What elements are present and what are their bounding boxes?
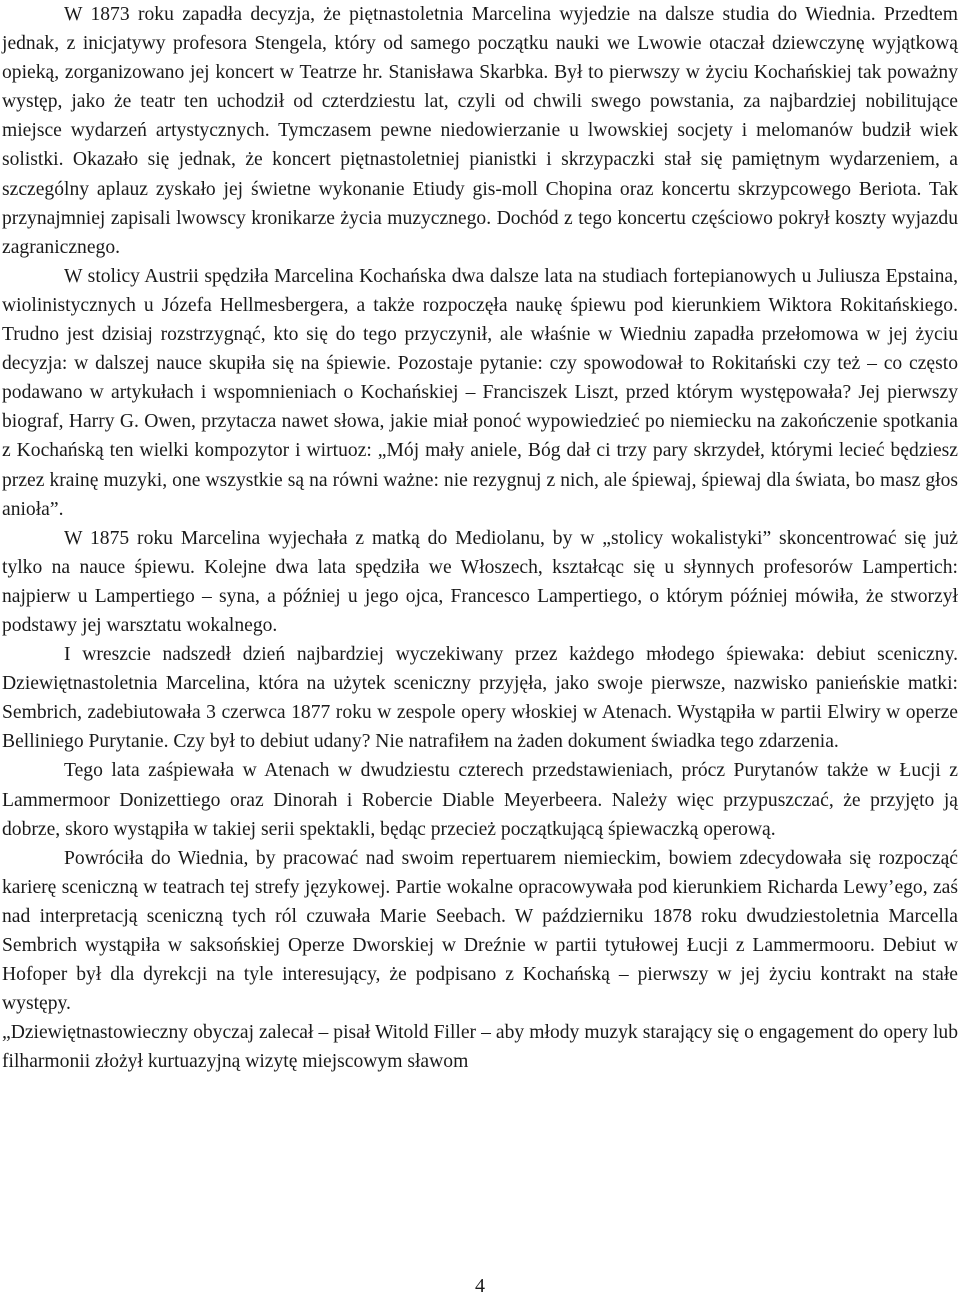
- paragraph-5: Tego lata zaśpiewała w Atenach w dwudziestu czterech przedstawieniach, prócz Purytanów także w Łucji z Lammermoor Donizettiego oraz Dinorah i Robercie Diable Meyerbeera. Należy więc przypuszczać, że przyjęto ją dobrze, skoro wystąpiła w takiej serii spektakli, będąc przecież początkującą śpiewaczką operową.: [2, 760, 958, 840]
- document-page: [2, 0, 958, 1076]
- paragraph-7: „Dziewiętnastowieczny obyczaj zalecał – pisał Witold Filler – aby młody muzyk starający się o engagement do opery lub filharmonii złożył kurtuazyjną wizytę miejscowym sławom: [2, 1022, 958, 1073]
- page-number: 4: [475, 1275, 485, 1297]
- paragraph-2: W stolicy Austrii spędziła Marcelina Kochańska dwa dalsze lata na studiach fortepianowych u Juliusza Epstaina, wiolinistycznych u Józefa Hellmesbergera, a także rozpoczęła naukę śpiewu pod kierunkiem Wiktora Rokitańskiego. Trudno jest dzisiaj rozstrzygnąć, kto się do tego przyczynił, ale właśnie w Wiedniu zapadła przełomowa w jej życiu decyzja: w dalszej nauce skupiła się na śpiewie. Pozostaje pytanie: czy spowodował to Rokitański czy też – co często podawano w artykułach i wspomnieniach o Kochańskiej – Franciszek Liszt, przed którym występowała? Jej pierwszy biograf, Harry G. Owen, przytacza nawet słowa, jakie miał ponoć wypowiedzieć po niemiecku na zakończenie spotkania z Kochańską ten wielki kompozytor i wirtuoz: „Mój mały aniele, Bóg dał ci trzy pary skrzydeł, którymi lecieć będziesz przez krainę muzyki, one wszystkie są na równi ważne: nie rezygnuj z nich, ale śpiewaj, śpiewaj dla świata, bo masz głos anioła”.: [2, 265, 958, 520]
- paragraph-1: W 1873 roku zapadła decyzja, że piętnastoletnia Marcelina wyjedzie na dalsze studia do Wiednia. Przedtem jednak, z inicjatywy profesora Stengela, który od samego początku nauki we Lwowie otaczał dziewczynę wyjątkową opieką, zorganizowano jej koncert w Teatrze hr. Stanisława Skarbka. Był to pierwszy w życiu Kochańskiej tak poważny występ, jako że teatr ten uchodził od czterdziestu lat, czyli od chwili swego powstania, za najbardziej nobilitujące miejsce wydarzeń artystycznych. Tymczasem pewne niedowierzanie u lwowskiej socjety i melomanów budził wiek solistki. Okazało się jednak, że koncert piętnastoletniej pianistki i skrzypaczki stał się pamiętnym wydarzeniem, a szczególny aplauz zyskało jej świetne wykonanie Etiudy gis-moll Chopina oraz koncertu skrzypcowego Beriota. Tak przynajmniej zapisali lwowscy kronikarze życia muzycznego. Dochód z tego koncertu częściowo pokrył koszty wyjazdu zagranicznego.: [2, 4, 958, 258]
- paragraph-6: Powróciła do Wiednia, by pracować nad swoim repertuarem niemieckim, bowiem zdecydowała się rozpocząć karierę sceniczną w teatrach tej strefy językowej. Partie wokalne opracowywała pod kierunkiem Richarda Lewy’ego, zaś nad interpretacją sceniczną tych ról czuwała Marie Seebach. W październiku 1878 roku dwudziestoletnia Marcella Sembrich wystąpiła w saksońskiej Operze Dworskiej w Dreźnie w partii tytułowej Łucji z Lammermooru. Debiut w Hofoper był dla dyrekcji na tyle interesujący, że podpisano z Kochańską – pierwszy w jej życiu kontrakt na stałe występy.: [2, 847, 958, 1015]
- paragraph-3: W 1875 roku Marcelina wyjechała z matką do Mediolanu, by w „stolicy wokalistyki” skoncentrować się już tylko na nauce śpiewu. Kolejne dwa lata spędziła we Włoszech, kształcąc się u słynnych profesorów Lampertich: najpierw u Lampertiego – syna, a później u jego ojca, Francesco Lampertiego, o którym później mówiła, że stworzył podstawy jej warsztatu wokalnego.: [2, 527, 958, 636]
- paragraph-4: I wreszcie nadszedł dzień najbardziej wyczekiwany przez każdego młodego śpiewaka: debiut sceniczny. Dziewiętnastoletnia Marcelina, która na użytek sceniczny przyjęła, jako swoje pierwsze, nazwisko panieńskie matki: Sembrich, zadebiutowała 3 czerwca 1877 roku w zespole opery włoskiej w Atenach. Wystąpiła w partii Elwiry w operze Belliniego Purytanie. Czy był to debiut udany? Nie natrafiłem na żaden dokument świadka tego zdarzenia.: [2, 644, 958, 753]
